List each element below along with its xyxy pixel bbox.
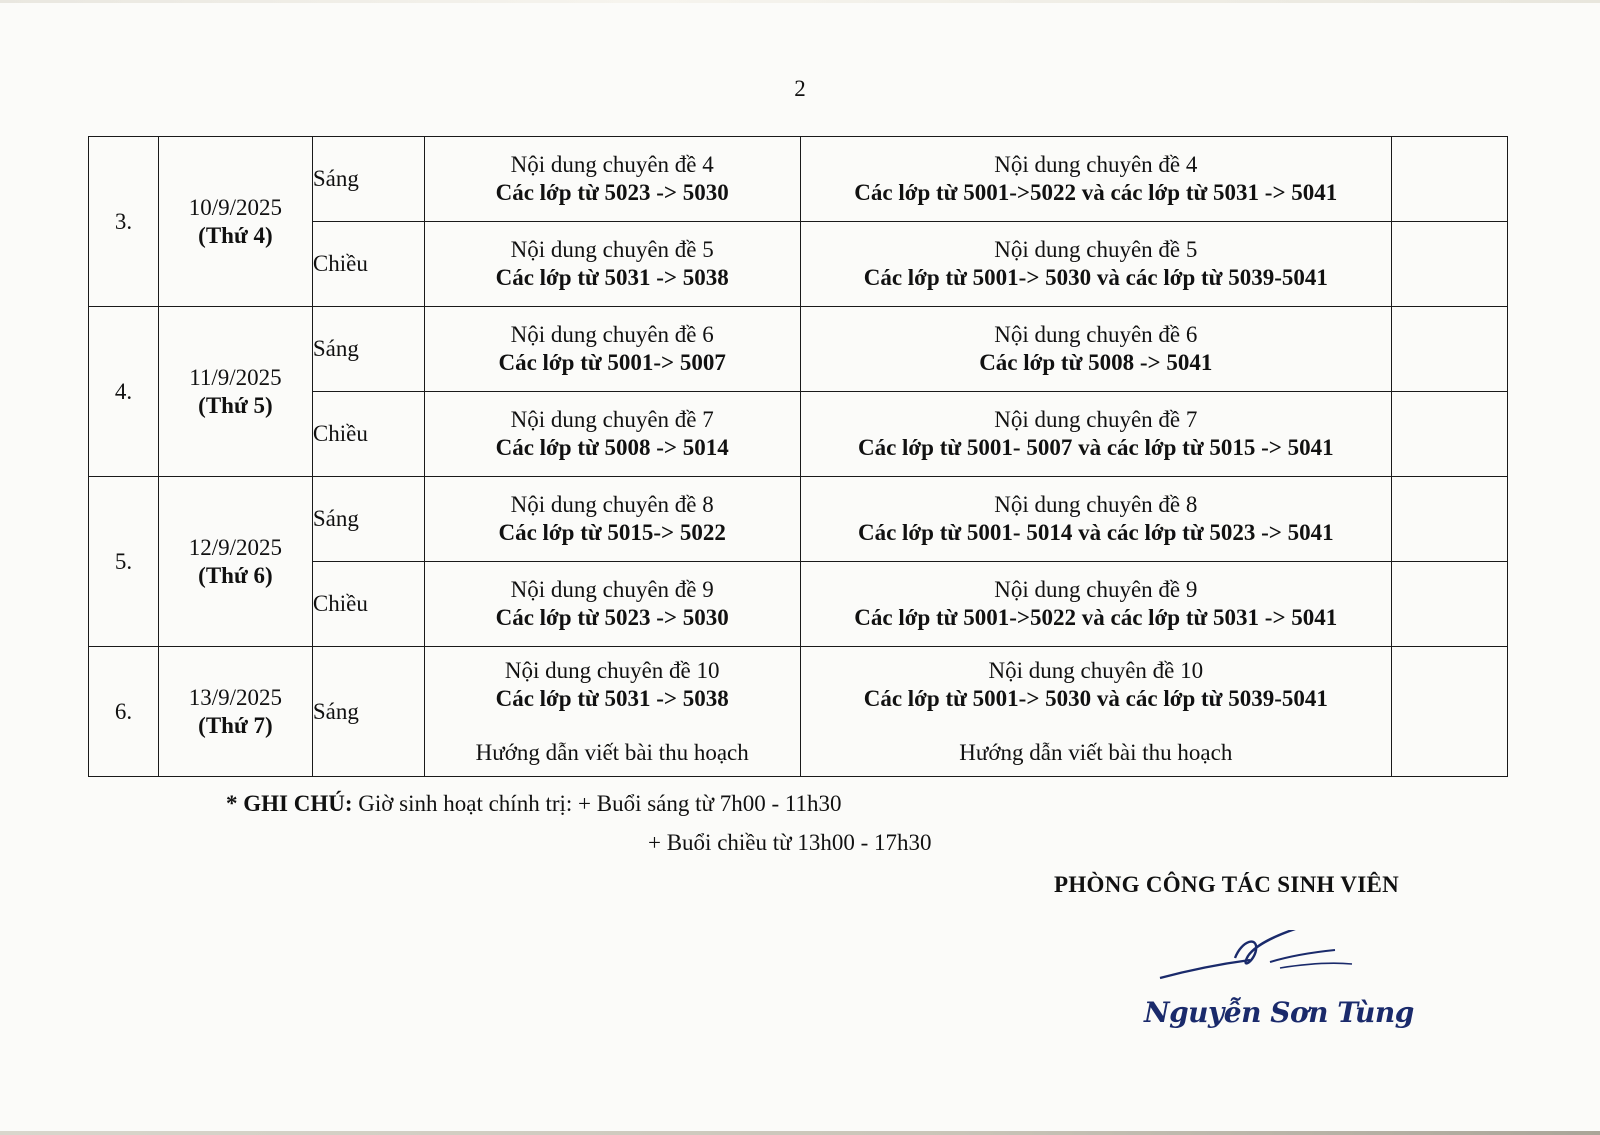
topic-title: Nội dung chuyên đề 9: [994, 577, 1198, 602]
session-name: Sáng: [312, 307, 424, 392]
date-cell: [158, 477, 312, 647]
topic-title: Nội dung chuyên đề 8: [994, 492, 1198, 517]
session-name: Chiều: [312, 222, 424, 307]
note-cell: [1392, 647, 1508, 777]
topic-cell-group-a: [424, 647, 800, 777]
topic-cell-group-a: [424, 222, 800, 307]
table-row: [89, 307, 1508, 392]
topic-cell-group-a: [424, 392, 800, 477]
note-cell: [1392, 307, 1508, 392]
note-afternoon: + Buổi chiều từ 13h00 - 17h30: [648, 830, 932, 855]
guide-text: Hướng dẫn viết bài thu hoạch: [959, 739, 1233, 765]
note-cell: [1392, 477, 1508, 562]
table-row: [89, 137, 1508, 222]
scan-bottom-edge: [0, 1131, 1600, 1135]
topic-title: Nội dung chuyên đề 5: [994, 237, 1198, 262]
session-name: Sáng: [312, 137, 424, 222]
table-row: [89, 477, 1508, 562]
topic-title: Nội dung chuyên đề 7: [994, 407, 1198, 432]
weekday: (Thứ 5): [198, 392, 273, 418]
session-name: Sáng: [312, 477, 424, 562]
topic-cell-group-b: [800, 562, 1392, 647]
note-cell: [1392, 137, 1508, 222]
department-name: PHÒNG CÔNG TÁC SINH VIÊN: [1054, 872, 1400, 897]
note-cell: [1392, 562, 1508, 647]
class-range: Các lớp từ 5015-> 5022: [498, 520, 726, 545]
date-cell: [158, 137, 312, 307]
topic-title: Nội dung chuyên đề 10: [504, 657, 720, 683]
topic-title: Nội dung chuyên đề 9: [510, 577, 714, 602]
session-name: Chiều: [312, 392, 424, 477]
topic-cell-group-a: [424, 562, 800, 647]
class-range: Các lớp từ 5001- 5007 và các lớp từ 5015 -> 5041: [857, 435, 1334, 460]
topic-cell-group-b: [800, 137, 1392, 222]
note-intro: Giờ sinh hoạt chính trị:: [358, 791, 573, 816]
topic-cell-group-b: [800, 647, 1392, 777]
topic-cell-group-a: [424, 477, 800, 562]
class-range: Các lớp từ 5001- 5014 và các lớp từ 5023 -> 5041: [857, 520, 1334, 545]
topic-cell-group-a: [424, 307, 800, 392]
class-range: Các lớp từ 5001-> 5030 và các lớp từ 5039-5041: [863, 265, 1328, 290]
note-cell: [1392, 222, 1508, 307]
topic-title: Nội dung chuyên đề 4: [510, 152, 714, 177]
class-range: Các lớp từ 5008 -> 5014: [495, 435, 729, 460]
weekday: (Thứ 4): [198, 222, 273, 248]
date: 12/9/2025: [188, 534, 283, 560]
topic-cell-group-b: [800, 477, 1392, 562]
schedule-table: [88, 136, 1508, 777]
note-label: * GHI CHÚ:: [226, 791, 353, 816]
session-name: Chiều: [312, 562, 424, 647]
topic-cell-group-b: [800, 222, 1392, 307]
note-line-1: [226, 790, 842, 818]
date: 11/9/2025: [189, 364, 282, 390]
class-range: Các lớp từ 5031 -> 5038: [495, 685, 729, 711]
topic-title: Nội dung chuyên đề 10: [988, 657, 1204, 683]
class-range: Các lớp từ 5031 -> 5038: [495, 265, 729, 290]
table-row: [89, 647, 1508, 777]
date-cell: [158, 307, 312, 477]
topic-title: Nội dung chuyên đề 4: [994, 152, 1198, 177]
row-number: 5.: [89, 477, 159, 647]
topic-cell-group-b: [800, 307, 1392, 392]
class-range: Các lớp từ 5008 -> 5041: [979, 350, 1213, 375]
topic-title: Nội dung chuyên đề 6: [510, 322, 714, 347]
date: 13/9/2025: [188, 684, 283, 710]
class-range: Các lớp từ 5023 -> 5030: [495, 180, 729, 205]
page-number: 2: [794, 76, 806, 101]
weekday: (Thứ 7): [198, 712, 273, 738]
scan-top-edge: [0, 0, 1600, 3]
class-range: Các lớp từ 5001->5022 và các lớp từ 5031 -> 5041: [854, 180, 1338, 205]
row-number: 6.: [89, 647, 159, 777]
class-range: Các lớp từ 5023 -> 5030: [495, 605, 729, 630]
row-number: 4.: [89, 307, 159, 477]
date: 10/9/2025: [188, 194, 283, 220]
guide-text: Hướng dẫn viết bài thu hoạch: [475, 739, 749, 765]
topic-title: Nội dung chuyên đề 6: [994, 322, 1198, 347]
topic-cell-group-b: [800, 392, 1392, 477]
topic-cell-group-a: [424, 137, 800, 222]
class-range: Các lớp từ 5001-> 5030 và các lớp từ 5039-5041: [863, 685, 1328, 711]
session-name: Sáng: [312, 647, 424, 777]
class-range: Các lớp từ 5001-> 5007: [498, 350, 726, 375]
note-morning: + Buổi sáng từ 7h00 - 11h30: [578, 791, 842, 816]
topic-title: Nội dung chuyên đề 8: [510, 492, 714, 517]
row-number: 3.: [89, 137, 159, 307]
date-cell: [158, 647, 312, 777]
note-cell: [1392, 392, 1508, 477]
topic-title: Nội dung chuyên đề 5: [510, 237, 714, 262]
class-range: Các lớp từ 5001->5022 và các lớp từ 5031 -> 5041: [854, 605, 1338, 630]
topic-title: Nội dung chuyên đề 7: [510, 407, 714, 432]
signer-name: Nguyễn Sơn Tùng: [1144, 996, 1414, 1029]
weekday: (Thứ 6): [198, 562, 273, 588]
